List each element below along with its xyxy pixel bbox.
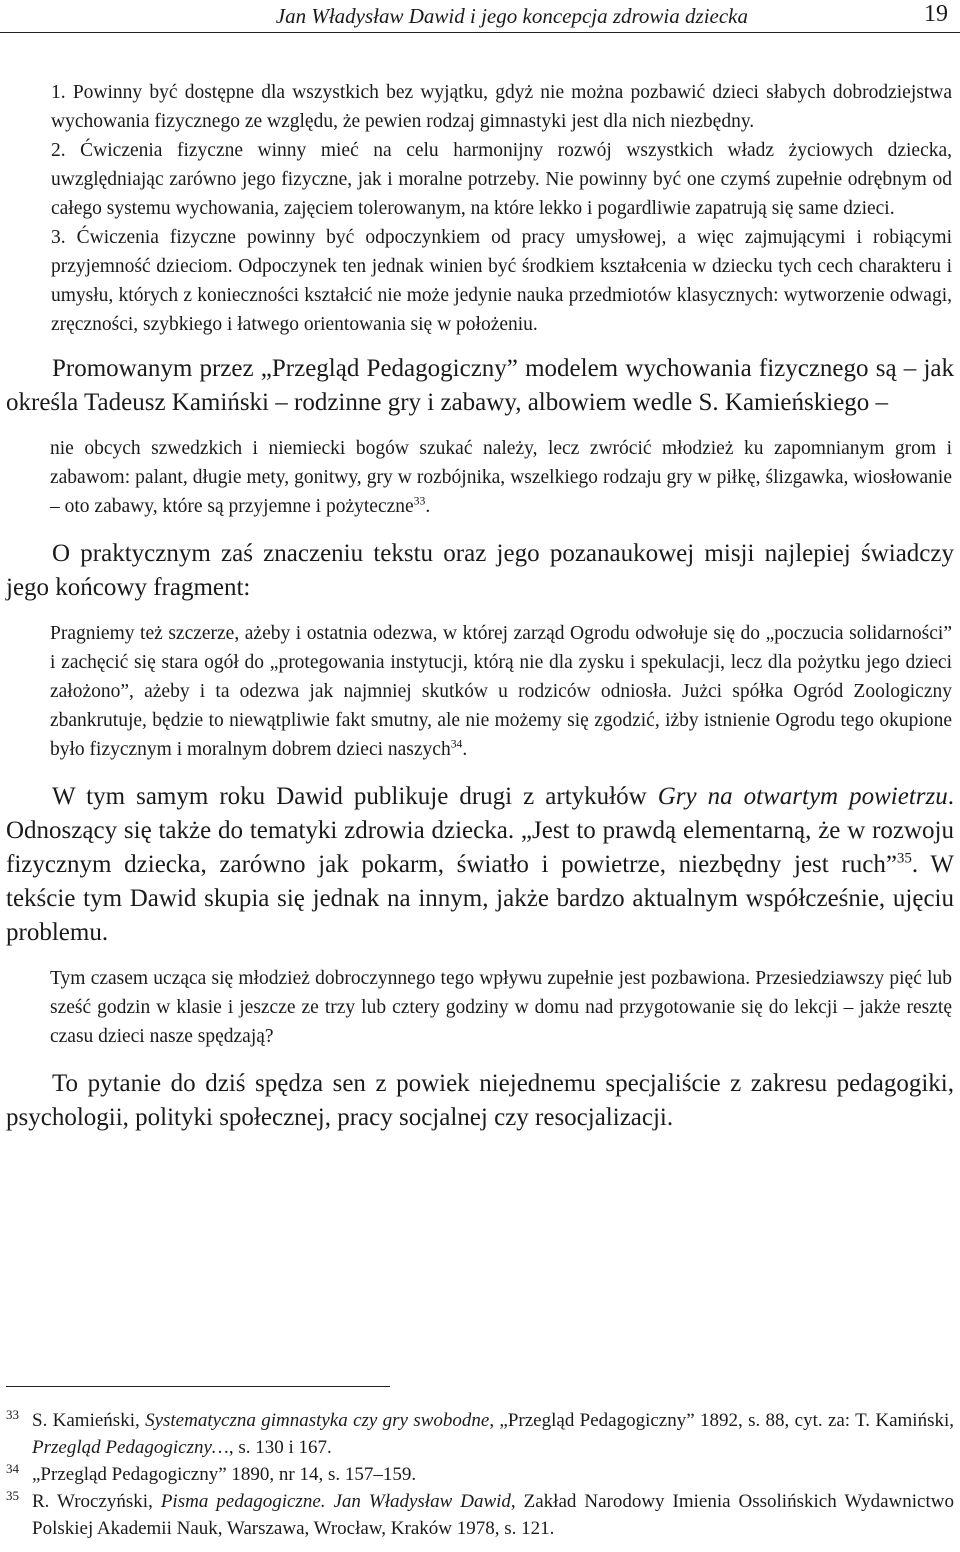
footnote-ref[interactable]: 33 (413, 494, 426, 508)
fn-text: , „Przegląd Pedagogiczny” 1892, s. 88, cyt. za: T. Kamiński, (489, 1410, 954, 1431)
article-title: Gry na otwartym powietrzu (657, 783, 948, 810)
list-item-2 (51, 136, 952, 223)
block-quote-3: Tym czasem ucząca się młodzież dobroczynnego tego wpływu zupełnie jest pozbawiona. Przesiedziawszy pięć lub sześć godzin w klasie i jeszcze ze trzy lub cztery godziny w domu nad przygotowanie się do lekcji – jakże resztę czasu dzieci nasze spędzają? (50, 968, 952, 1047)
footnote-33 (6, 1407, 954, 1461)
paragraph-3 (6, 780, 954, 950)
fn-text: , Zakład Narodowy Imienia Ossolińskich Wydawnictwo Polskiej Akademii Nauk, Warszawa, Wrocław, Kraków 1978, s. 121. (32, 1491, 954, 1539)
principles-list (6, 78, 954, 339)
fn-title: Systematyczna gimnastyka czy gry swobodne (145, 1410, 490, 1431)
para-text: . Odnoszący się także do tematyki zdrowia dziecka. „Jest to prawdą elementarną, że w rozwoju fizycznym dziecka, zarówno jak pokarm, światło i powietrze, niezbędny jest ruch” (6, 783, 954, 878)
running-title: Jan Władysław Dawid i jego koncepcja zdrowia dziecka (275, 4, 748, 28)
list-text: Powinny być dostępne dla wszystkich bez wyjątku, gdyż nie można pozbawić dzieci słabych dobrodziejstwa wychowania fizycznego ze względu, że pewien rodzaj gimnastyki jest dla nich niezbędny. (51, 82, 953, 132)
page-number: 19 (924, 1, 948, 27)
para-text: . W tekście tym Dawid skupia się jednak na innym, jakże bardzo aktualnym współcześnie, ujęciu problemu. (6, 851, 954, 946)
main-text (6, 78, 954, 1135)
list-text: Ćwiczenia fizyczne powinny być odpoczynkiem od pracy umysłowej, a więc zajmującymi i robiącymi przyjemność dzieciom. Odpoczynek ten jednak winien być środkiem kształcenia w dziecku tych cech charakteru i umysłu, których z konieczności kształcić nie może jedynie nauka przedmiotów klasycznych: wytworzenie odwagi, zręczności, szybkiego i łatwego orientowania się w położeniu. (51, 227, 953, 335)
footnote-number: 35 (6, 1488, 19, 1503)
footnote-number: 33 (6, 1407, 19, 1422)
quote-end: . (462, 739, 468, 760)
paragraph-4: To pytanie do dziś spędza sen z powiek niejednemu specjaliście z zakresu pedagogiki, psychologii, polityki społecznej, pracy socjalnej czy resocjalizacji. (6, 1070, 954, 1131)
list-item-1 (51, 78, 952, 136)
quote-text: nie obcych szwedzkich i niemiecki bogów szukać należy, lecz zwrócić młodzież ku zapomnianym grom i zabawom: palant, długie mety, gonitwy, gry w rozbójnika, wszelkiego rodzaju gry w piłkę, ślizgawka, wiosłowanie – oto zabawy, które są przyjemne i pożyteczne (50, 438, 952, 517)
footnotes (6, 1386, 954, 1542)
quote-text: Pragniemy też szczerze, ażeby i ostatnia odezwa, w której zarząd Ogrodu odwołuje się do „poczucia solidarności” i zachęcić się stara ogół do „protegowania instytucji, którą nie dla zysku i spekulacji, lecz dla pożytku jego dzieci założono”, ażeby i ta odezwa jak najmniej skutków u rodziców odniosła. Jużci spółka Ogród Zoologiczny zbankrutuje, będzie to niewątpliwie fakt smutny, ale nie możemy się zgodzić, iżby istnienie Ogrodu tego okupione było fizycznym i moralnym dobrem dzieci naszych (50, 623, 952, 760)
quote-end: . (425, 496, 431, 517)
list-marker: 1. (51, 82, 66, 103)
footnote-ref[interactable]: 35 (896, 850, 912, 867)
footnote-number: 34 (6, 1461, 19, 1476)
fn-text: , s. 130 i 167. (228, 1437, 332, 1458)
fn-text: R. Wroczyński, (32, 1491, 161, 1512)
paragraph-2: O praktycznym zaś znaczeniu tekstu oraz jego pozanaukowej misji najlepiej świadczy jego końcowy fragment: (6, 540, 954, 601)
running-header (0, 0, 960, 33)
block-quote-2 (6, 619, 954, 764)
list-item-3 (51, 223, 952, 339)
block-quote-1 (6, 434, 954, 521)
list-marker: 2. (51, 140, 66, 161)
fn-title: Przegląd Pedagogiczny… (32, 1437, 229, 1458)
fn-text: S. Kamieński, (32, 1410, 146, 1431)
paragraph-1: Promowanym przez „Przegląd Pedagogiczny” modelem wychowania fizycznego są – jak określa Tadeusz Kamiński – rodzinne gry i zabawy, albowiem wedle S. Kamieńskiego – (6, 355, 954, 416)
footnote-divider (6, 1386, 390, 1387)
fn-text: „Przegląd Pedagogiczny” 1890, nr 14, s. 157–159. (32, 1464, 417, 1485)
list-marker: 3. (51, 227, 66, 248)
footnote-34 (6, 1461, 954, 1488)
footnote-ref[interactable]: 34 (450, 737, 463, 751)
para-text: W tym samym roku Dawid publikuje drugi z artykułów (52, 783, 658, 810)
footnote-35 (6, 1488, 954, 1542)
fn-title: Pisma pedagogiczne. Jan Władysław Dawid (160, 1491, 511, 1512)
list-text: Ćwiczenia fizyczne winny mieć na celu harmonijny rozwój wszystkich władz życiowych dziecka, uwzględniając zarówno jego fizyczne, jak i moralne potrzeby. Nie powinny być one czymś zupełnie odrębnym od całego systemu wychowania, zajęciem tolerowanym, na które lekko i pogardliwie zapatrują się same dzieci. (51, 140, 952, 219)
